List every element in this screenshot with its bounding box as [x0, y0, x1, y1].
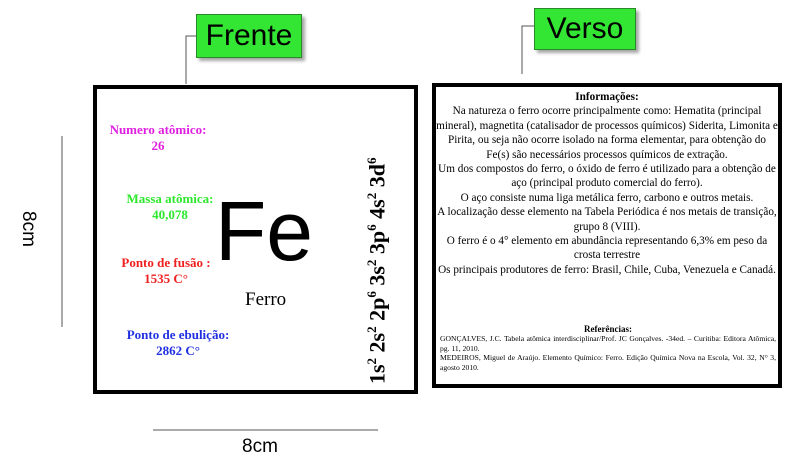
electron-configuration: $1s^2$ $2s^2$ $2p^6$ $3s^2$ $3p^6$ $4s^2$ $3d^6$: [364, 157, 390, 384]
info-paragraph: O ferro é o 4° elemento em abundância representando 6,3% em peso da crosta terrestre: [446, 235, 768, 262]
vertical-dimension-label: 8cm: [17, 211, 39, 247]
info-paragraph: A localização desse elemento na Tabela Periódica é nos metais de transição, grupo 8 (VIII).: [437, 206, 777, 233]
horizontal-dimension-label: 8cm: [242, 436, 278, 457]
back-label: Verso: [534, 8, 636, 50]
info-paragraph: Os principais produtores de ferro: Brasil, Chile, Cuba, Venezuela e Canadá.: [438, 263, 776, 276]
element-symbol: Fe: [215, 184, 314, 278]
melting-point-value: 1535 C°: [144, 271, 188, 286]
boiling-point-label: Ponto de ebulição:: [126, 327, 230, 342]
element-name: Ferro: [245, 289, 287, 310]
info-paragraph: O aço consiste numa liga metálica ferro, carbono e outros metais.: [460, 191, 754, 204]
back-card: [432, 83, 782, 388]
references-section: [440, 325, 776, 372]
atomic-number-value: 26: [151, 138, 165, 153]
melting-point: [111, 255, 221, 287]
info-section: [436, 87, 778, 277]
front-label: Frente: [196, 14, 302, 58]
info-paragraph: Um dos compostos do ferro, o óxido de ferro é utilizado para a obtenção de aço (principal produto comercial do ferro).: [438, 163, 776, 190]
atomic-mass-label: Massa atômica:: [126, 191, 214, 206]
info-title: Informações:: [575, 91, 639, 103]
melting-point-label: Ponto de fusão :: [121, 255, 211, 270]
front-leader-line: [186, 36, 196, 84]
boiling-point-value: 2862 C°: [156, 343, 200, 358]
references-title: Referências:: [584, 324, 632, 334]
atomic-number-label: Numero atômico:: [109, 122, 207, 137]
reference-item: GONÇALVES, J.C. Tabela atômica interdisciplinar/Prof. JC Gonçalves. -34ed. – Curitiba: Editora Atômica, pg. 11, 2010.: [440, 334, 776, 353]
boiling-point: [113, 327, 243, 359]
atomic-mass-value: 40,078: [152, 207, 188, 222]
back-leader-line: [522, 26, 534, 74]
atomic-number: [97, 122, 219, 154]
front-card: [93, 85, 418, 394]
atomic-mass: [115, 191, 225, 223]
info-paragraph: Na natureza o ferro ocorre principalmente como: Hematita (principal mineral), magnetita (catalisador de processos químicos) Siderita, Limonita e Pirita, ou seja não ocorre isolado na forma elementar, para obtenção do Fe(s) são necessários processos químicos de extração.: [436, 105, 778, 161]
reference-item: MEDEIROS, Miguel de Araújo. Elemento Químico: Ferro. Edição Química Nova na Escola, Vol. 32, N° 3, agosto 2010.: [440, 353, 776, 372]
